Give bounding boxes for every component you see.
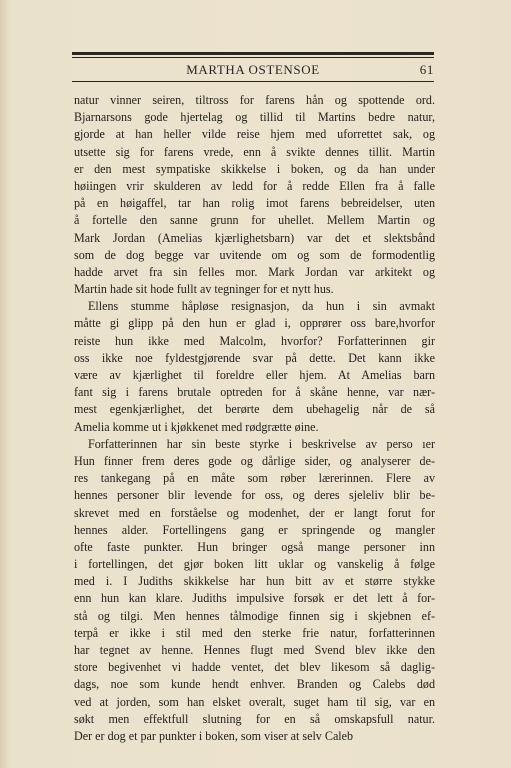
text-line: dags, noe som kunde hendt enhver. Branden og Calebs død — [74, 677, 435, 692]
text-line: Amelia komme ut i kjøkkenet med rødgrætte øine. — [74, 419, 319, 434]
text-line: fant sig i farens brutale optreden for å skåne henne, var nær- — [74, 385, 435, 400]
text-line: Hun finner frem deres gode og dårlige sider, og analyserer de- — [74, 453, 435, 468]
text-line: enn hun kan klare. Judiths impulsive forsøk er det lett å for- — [74, 591, 435, 606]
text-line: oss ikke noe fyldestgjørende svar på dette. Det kann ikke — [74, 350, 435, 365]
text-line: Der er dog et par punkter i boken, som viser at selv Caleb — [74, 728, 354, 743]
text-line: er den mest sympatiske skikkelse i boken, og da han under — [74, 161, 435, 176]
text-line: stå og tilgi. Men hennes tålmodige finnen sig i skjebnen ef- — [74, 608, 435, 623]
text-line: på en høigaffel, tar han rolig imot farens bebreidelser, uten — [74, 196, 435, 211]
text-line: måtte gi glipp på den hun er glad i, opprører oss bare,hvorfor — [74, 316, 435, 331]
text-line: skrevet med en forståelse og modenhet, der er langt forut for — [74, 505, 435, 520]
text-line: hadde arvet fra sin felles mor. Mark Jordan var arkitekt og — [74, 264, 435, 279]
text-line: som de dog begge var uvitende om og som de formodentlig — [74, 247, 435, 262]
text-line: reiste hun ikke med Malcolm, hvorfor? Forfatterinnen gir — [74, 333, 435, 348]
text-line: Martin hade sit hode fullt av tegninger for et nytt hus. — [74, 282, 334, 297]
text-line: mest egenkjærlighet, det berørte dem ubehagelig når de så — [74, 402, 435, 417]
text-line: res tankegang på en måte som røber lærerinnen. Flere av — [74, 471, 435, 486]
text-line: utsette sig for farens vrede, enn å svikte dennes tillit. Martin — [74, 144, 435, 159]
text-line: søkt men effektfull slutning for en så omskapsfull natur. — [74, 711, 435, 726]
text-line: Forfatterinnen har sin beste styrke i beskrivelse av perso ıer — [88, 436, 435, 451]
text-line: har tegnet av henne. Hennes flugt med Svend blev ikke den — [74, 643, 435, 657]
header-rule-thin — [72, 57, 434, 58]
text-line: natur vinner seiren, tiltross for farens hån og spottende ord. — [74, 93, 435, 107]
header-rule-thick — [72, 52, 434, 55]
text-line: gjorde at han heller vilde reise hjem med uforrettet sak, og — [74, 127, 435, 142]
text-line: ofte faste punkter. Hun bringer også mange personer inn — [74, 539, 435, 554]
text-line: i fortellingen, det gjør boken litt uklar og vanskelig å følge — [74, 557, 435, 572]
body-text — [74, 92, 435, 745]
text-line: hennes personer blir levende for oss, og deres sjeleliv blir be- — [74, 488, 435, 503]
text-line: med i. I Judiths skikkelse har hun bitt av et større stykke — [74, 574, 435, 589]
header-rule-bottom — [72, 81, 434, 82]
running-title: MARTHA OSTENSOE — [186, 62, 320, 77]
text-line: terpå er ikke i stil med den sterke frie natur, forfatterinnen — [74, 625, 435, 640]
text-line: Ellens stumme håpløse resignasjon, da hun i sin avmakt — [88, 299, 435, 314]
text-line: ved at jorden, som han elsket overalt, suget ham til sig, var en — [74, 694, 435, 709]
page-number: 61 — [419, 62, 434, 77]
text-line: høiingen vrir skulderen av ledd for å redde Ellen fra å falle — [74, 178, 435, 193]
text-line: hennes alder. Fortellingens gang er springende og mangler — [74, 522, 435, 537]
text-line: være av kjærlighet til foreldre eller hjem. At Amelias barn — [74, 368, 435, 382]
text-line: å fortelle den sanne grunn for uhellet. Mellem Martin og — [74, 213, 435, 228]
text-line: store begivenhet vi hadde ventet, det blev likesom så daglig- — [74, 660, 435, 675]
text-line: Mark Jordan (Amelias kjærlighetsbarn) var det et slektsbånd — [74, 230, 435, 245]
running-header — [72, 62, 434, 80]
text-line: Bjarnarsons gode hjertelag og tillid til Martins bedre natur, — [74, 110, 435, 125]
